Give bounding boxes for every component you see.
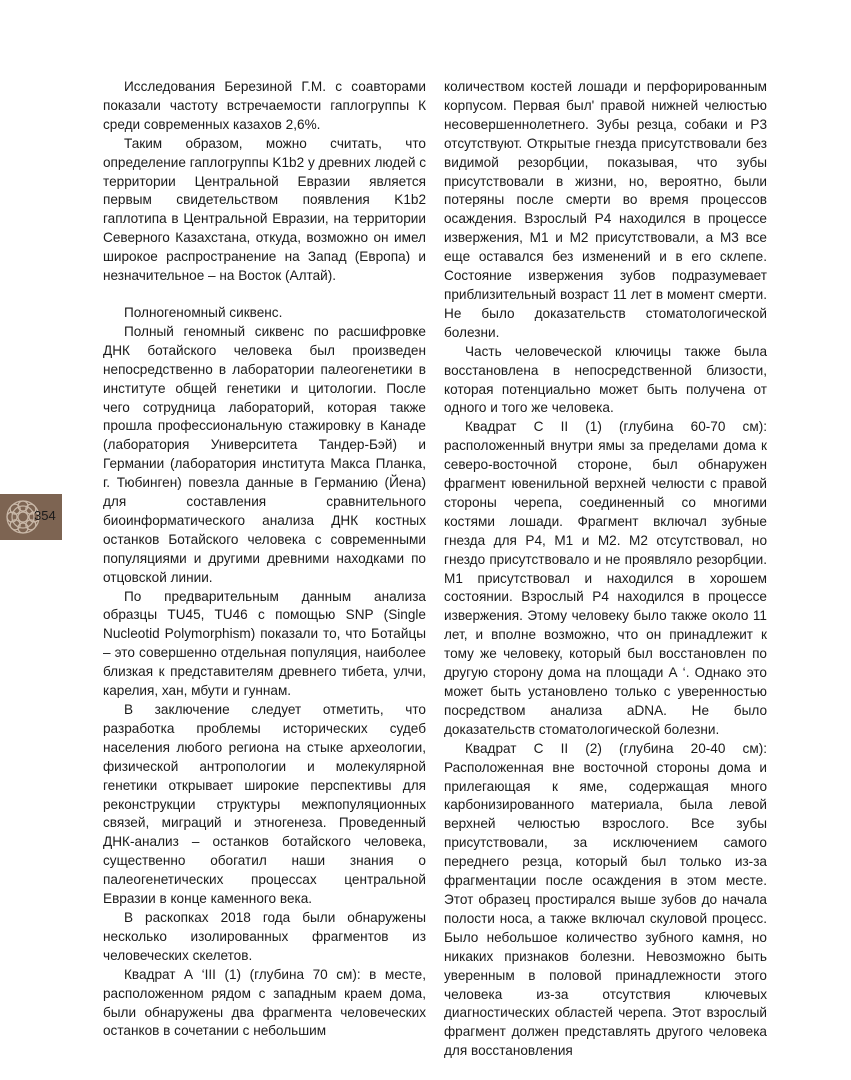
section-heading: Полногеномный сиквенс. — [124, 304, 283, 320]
paragraph: Квадрат А ‘III (1) (глубина 70 см): в месте, расположенном рядом с западным краем дома, были обнаружены два фрагмента человеческих останков в сочетании с небольшим — [103, 966, 426, 1039]
paragraph-continued: количеством костей лошади и перфорированным корпусом. Первая был' правой нижней челюстью несовершеннолетнего. Зубы резца, собаки и P3 отсутствуют. Открытые гнезда присутствовали без видимой резорбции, показывая, что зубы присутствовали в жизни, но, вероятно, были потеряны после смерти во время процессов осаждения. Взрослый P4 находился в процессе извержения, M1 и M2 присутствовали, а M3 все еще оставался без изменений и в его склепе. Состояние извержения зубов подразумевает приблизительный возраст 11 лет в момент смерти. Не было доказательств стоматологической болезни. — [444, 79, 767, 340]
paragraph: Исследования Березиной Г.М. с соавторами показали частоту встречаемости гаплогруппы К среди современных казахов 2,6%. — [103, 79, 426, 132]
page-number-tab — [0, 494, 62, 540]
left-text-column — [103, 78, 426, 1041]
paragraph: Квадрат C II (1) (глубина 60-70 см): расположенный внутри ямы за пределами дома к северо-восточной стороне, был обнаружен фрагмент ювенильной верхней челюсти с правой стороны черепа, соединенный со многими костями лошади. Фрагмент включал зубные гнезда для P4, M1 и M2. M2 отсутствовал, но гнездо присутствовало и не проявляло резорбции. M1 присутствовал и находился в хорошем состоянии. Взрослый P4 находился в процессе извержения. Этому человеку было также около 11 лет, и вполне возможно, что он принадлежит к тому же человеку, который был восстановлен по другую сторону дома на площади А ‘. Однако это может быть установлено только с уверенностью посредством анализа aDNA. Не было доказательств стоматологической болезни. — [444, 419, 767, 737]
paragraph: Квадрат C II (2) (глубина 20-40 см): Расположенная вне восточной стороны дома и прилегающая к яме, содержащая много карбонизированного материала, была левой верхней челюстью взрослого. Все зубы присутствовали, за исключением самого переднего резца, который был только из-за фрагментации после осаждения в этом месте. Этот образец простирался выше зубов до начала полости носа, а также включал скуловой процесс. Было небольшое количество зубного камня, но никаких признаков болезни. Невозможно быть уверенным в половой принадлежности этого человека из-за отсутствия ключевых диагностических областей черепа. Этот взрослый фрагмент должен представлять другого человека для восстановления — [444, 740, 767, 1059]
paragraph: По предварительным данным анализа образцы TU45, TU46 с помощью SNP (Single Nucleotid Polymorphism) показали то, что Ботайцы – это совершенно отдельная популяция, наиболее близкая к представителям древнего тибета, улчи, карелия, хан, мбути и гуннам. — [103, 588, 426, 699]
paragraph: Таким образом, можно считать, что определение гаплогруппы K1b2 у древних людей с территории Центральной Евразии является первым свидетельством появления K1b2 гаплотипа в Центральной Евразии, на территории Северного Казахстана, откуда, возможно он имел широкое распространение на Запад (Европа) и незначительное – на Восток (Алтай). — [103, 135, 426, 284]
paragraph: В заключение следует отметить, что разработка проблемы исторических судеб населения любого региона на стыке археологии, физической антропологии и молекулярной генетики открывает широкие перспективы для реконструкции структуры межпопуляционных связей, миграций и этногенеза. Проведенный ДНК-анализ – останков ботайского человека, существенно обогатил наши знания о палеогенетических процессах центральной Евразии в конце каменного века. — [103, 702, 426, 907]
paragraph: В раскопках 2018 года были обнаружены несколько изолированных фрагментов из человеческих скелетов. — [103, 909, 426, 963]
paragraph: Часть человеческой ключицы также была восстановлена в непосредственной близости, которая потенциально может быть получена от одного и того же человека. — [444, 343, 767, 416]
page-number: 354 — [34, 508, 56, 523]
right-text-column — [444, 78, 767, 1061]
paragraph: Полный геномный сиквенс по расшифровке ДНК ботайского человека был произведен непосредственно в лаборатории палеогенетики в институте общей генетики и цитологии. После чего сотрудница лабораторий, которая также прошла профессиональную стажировку в Канаде (лаборатория Университета Тандер-Бэй) и Германии (лаборатория института Макса Планка, г. Тюбинген) повезла данные в Германию (Йена) для составления сравнительного биоинформатического анализа ДНК костных останков Ботайского человека с современными популяциями и другими древними находками по отцовской линии. — [103, 323, 426, 585]
